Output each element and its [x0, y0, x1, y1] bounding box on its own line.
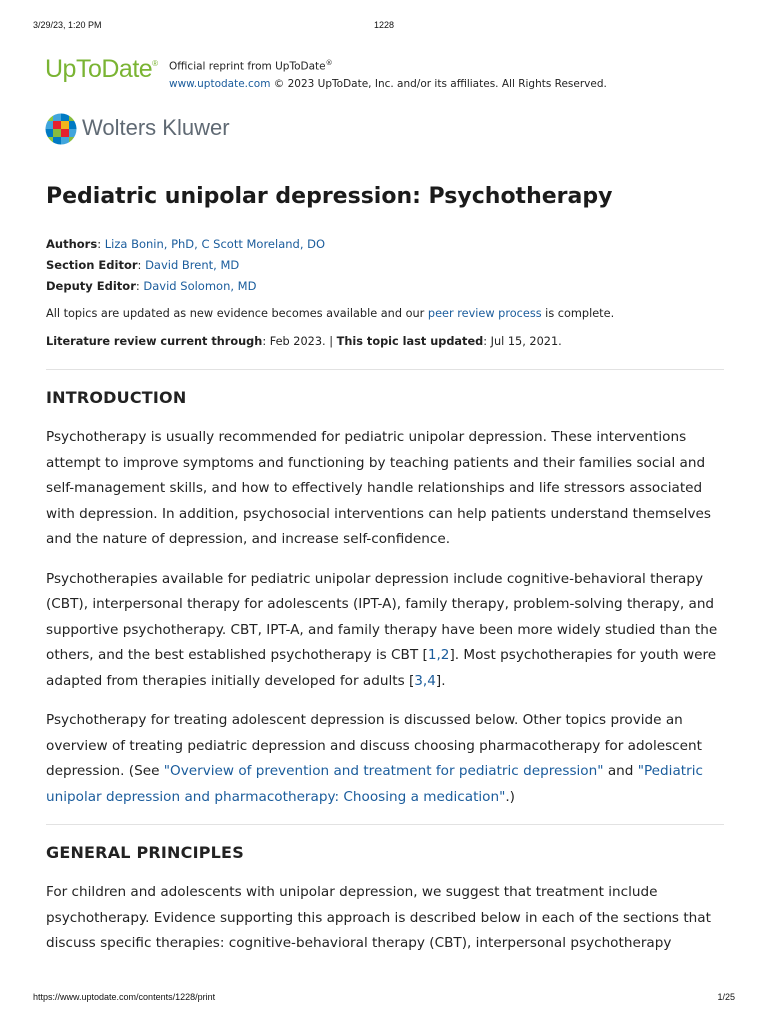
registered-mark: ®: [152, 59, 158, 68]
paragraph-text: Psychotherapies available for pediatric unipolar depression include cognitive-behavioral therapy (CBT), interpersonal therapy for adolescents (IPT-A), family therapy, problem-solving therapy, and supportive psychotherapy. CBT, IPT-A, and family therapy have been more widely studied than the others, and the best established psychotherapy is CBT [: [46, 570, 718, 663]
reprint-notice: [169, 55, 607, 93]
update-note: [46, 305, 724, 323]
section-editor-row: Section Editor: David Brent, MD: [46, 258, 240, 272]
paragraph-intro-3: [46, 708, 724, 810]
paragraph-text: ]. Most psychotherapies for youth were adapted from therapies initially developed for adults [: [46, 647, 717, 689]
paragraph-text: .): [505, 788, 515, 805]
reference-link[interactable]: 3,4: [414, 672, 436, 689]
reprint-banner: [45, 55, 728, 95]
paragraph-text: Psychotherapy for treating adolescent depression is discussed below. Other topics provide an overview of treating pediatric depression and discuss choosing pharmacotherapy for adolescent depression. (See: [46, 712, 702, 779]
reprint-reg-mark: ®: [325, 59, 333, 67]
uptodate-site-link[interactable]: www.uptodate.com: [169, 77, 271, 90]
literature-review-line: [46, 333, 724, 351]
deputy-editor-row: Deputy Editor: David Solomon, MD: [46, 279, 257, 293]
wolters-kluwer-wordmark: Wolters Kluwer: [82, 115, 230, 140]
paragraph-text: and: [603, 763, 638, 779]
print-footer: [33, 992, 735, 1002]
section-editor-label: Section Editor: [46, 258, 138, 272]
reprint-line: Official reprint from UpToDate: [169, 60, 326, 73]
section-editor-link[interactable]: David Brent, MD: [145, 258, 240, 272]
deputy-editor-link[interactable]: David Solomon, MD: [143, 279, 257, 293]
page-number: 1/25: [717, 992, 735, 1002]
update-note-text: All topics are updated as new evidence becomes available and our: [46, 307, 428, 320]
topic-link-pharmacotherapy[interactable]: "Pediatric unipolar depression and pharmacotherapy: Choosing a medication": [46, 763, 703, 805]
print-url: https://www.uptodate.com/contents/1228/print: [33, 992, 216, 1002]
authors-label: Authors: [46, 237, 98, 251]
print-title: 1228: [373, 20, 395, 30]
last-updated-value: : Jul 15, 2021.: [483, 335, 562, 348]
divider: [46, 824, 724, 825]
update-note-end: is complete.: [541, 307, 615, 320]
print-header: [33, 20, 735, 30]
divider: [46, 369, 724, 370]
uptodate-logo-text: UpToDate: [45, 55, 153, 83]
authors-link[interactable]: Liza Bonin, PhD, C Scott Moreland, DO: [104, 237, 326, 251]
section-heading-introduction: INTRODUCTION: [46, 388, 187, 407]
print-datetime: 3/29/23, 1:20 PM: [33, 20, 102, 30]
paragraph-intro-1: Psychotherapy is usually recommended for pediatric unipolar depression. These interventions attempt to improve symptoms and functioning by teaching patients and their families social and self-management skills, and how to effectively handle relationships and life stressors associated with depression. In addition, psychosocial interventions can help patients understand themselves and the nature of depression, and increase self-confidence.: [46, 429, 711, 547]
author-block: [46, 234, 724, 297]
wolters-kluwer-mosaic-icon: [45, 113, 77, 145]
topic-link-overview[interactable]: "Overview of prevention and treatment for pediatric depression": [163, 763, 604, 779]
article-title: Pediatric unipolar depression: Psychotherapy: [46, 184, 613, 209]
authors-row: Authors: Liza Bonin, PhD, C Scott Moreland, DO: [46, 237, 326, 251]
paragraph-intro-2: [46, 567, 724, 695]
section-heading-general-principles: GENERAL PRINCIPLES: [46, 843, 244, 862]
paragraph-text: ].: [435, 672, 446, 689]
peer-review-link[interactable]: peer review process: [427, 307, 542, 320]
lit-review-value: : Feb 2023. |: [262, 335, 337, 348]
article: [46, 180, 724, 971]
uptodate-logo[interactable]: [45, 55, 158, 84]
last-updated-label: This topic last updated: [336, 335, 484, 348]
copyright-text: © 2023 UpToDate, Inc. and/or its affiliates. All Rights Reserved.: [270, 77, 607, 90]
lit-review-label: Literature review current through: [46, 335, 263, 348]
paragraph-general-1: For children and adolescents with unipolar depression, we suggest that treatment include psychotherapy. Evidence supporting this approach is described below in each of the sections that discuss specific therapies: cognitive-behavioral therapy (CBT), interpersonal psychotherapy: [46, 884, 711, 951]
reference-link[interactable]: 1,2: [427, 647, 450, 663]
deputy-editor-label: Deputy Editor: [46, 279, 136, 293]
